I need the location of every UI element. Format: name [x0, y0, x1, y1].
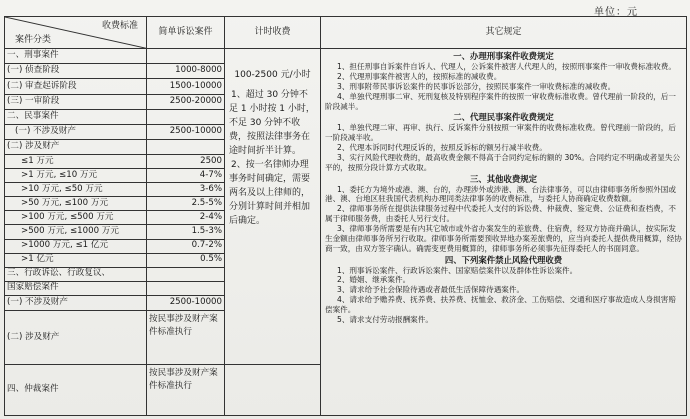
- hourly-rule-1: 1、超过 30 分钟不足 1 小时按 1 小时，不足 30 分钟不收费，按照法律事务在途时间折半计算。: [229, 90, 315, 156]
- row-label: >1000 万元, ≤1 亿元: [5, 239, 147, 253]
- row-label: (一) 不涉及财产: [5, 295, 147, 310]
- row-label: (二) 审查起诉阶段: [5, 79, 147, 94]
- row-label: 四、仲裁案件: [5, 365, 147, 416]
- rule-item: 3、刑事附带民事诉讼案件的民事诉讼部分，按照民事案件一审收费标准的减收费。: [337, 81, 616, 91]
- row-label: >500 万元, ≤1000 万元: [5, 225, 147, 239]
- row-amount: 1000-8000: [147, 64, 225, 79]
- row-label: 国家赔偿案件: [5, 281, 147, 295]
- rule-item: 3、实行风险代理收费的，最高收费金额不得高于合同约定标的额的 30%。合同约定不明确或者显失公平的，按照分段计算方式收取。: [325, 152, 681, 172]
- row-amount: [147, 267, 225, 281]
- row-label: >1 亿元: [5, 253, 147, 267]
- rule-item: 2、代理刑事案件被害人的，按照标准的减收费。: [337, 72, 502, 82]
- row-amount: 1500-10000: [147, 79, 225, 94]
- row-label: 二、民事案件: [5, 109, 147, 124]
- row-amount: 2-4%: [147, 211, 225, 225]
- row-label: (一) 侦查阶段: [5, 64, 147, 79]
- row-amount: 2500-10000: [147, 124, 225, 139]
- rule-section-title: 四、下列案件禁止风险代理收费: [444, 254, 563, 265]
- row-amount: 按民事涉及财产案件标准执行: [147, 365, 225, 416]
- row-amount: 0.7-2%: [147, 239, 225, 253]
- rule-section-title: 三、其他收费规定: [470, 173, 537, 184]
- header-case-category: 案件分类: [15, 34, 52, 45]
- row-amount: 3-6%: [147, 183, 225, 197]
- row-amount: 4-7%: [147, 169, 225, 183]
- rule-item: 1、单独代理二审、再审、执行、反诉案件分别按照一审案件的收费标准收费。曾代理前一阶段的，后一阶段减半收。: [325, 123, 676, 143]
- row-amount: [147, 49, 225, 64]
- rule-section-title: 二、代理民事案件收费规定: [453, 112, 554, 123]
- rule-item: 2、律师事务所在提供法律服务过程中代委托人支付的诉讼费、仲裁费、鉴定费、公证费和查档费，不属于律师服务费，由委托人另行支付。: [325, 204, 676, 224]
- rule-item: 1、委托方为境外或港、澳、台的，办理涉外或涉港、澳、台法律事务，可以由律师事务所参照外国或港、澳、台地区驻我国代表机构办理同类法律事务的收费标准，与委托人协商确定收费数额。: [325, 184, 676, 204]
- row-label: (一) 不涉及财产: [5, 124, 147, 139]
- hourly-empty-cell: [225, 365, 321, 416]
- row-label: (二) 涉及财产: [5, 311, 147, 365]
- rule-item: 2、代理本诉同时代理反诉的，按照反诉标的额另行减半收费。: [337, 143, 547, 153]
- row-label: >1 万元, ≤10 万元: [5, 169, 147, 183]
- unit-label: 单位：元: [594, 7, 638, 18]
- row-label: >50 万元, ≤100 万元: [5, 197, 147, 211]
- row-label: 一、刑事案件: [5, 49, 147, 64]
- table-header-row: [5, 17, 687, 49]
- hourly-rate: 100-2500 元/小时: [234, 70, 311, 81]
- other-rules-cell: [321, 49, 687, 416]
- header-other-rules: 其它规定: [321, 17, 687, 49]
- row-amount: [147, 109, 225, 124]
- fee-standard-table: [4, 16, 687, 416]
- row-amount: 2500: [147, 155, 225, 169]
- header-simple-litigation: 简单诉讼案件: [147, 17, 225, 49]
- rule-item: 1、刑事诉讼案件、行政诉讼案件、国家赔偿案件以及群体性诉讼案件。: [337, 265, 578, 275]
- row-amount: 0.5%: [147, 253, 225, 267]
- row-label: (三) 一审阶段: [5, 94, 147, 109]
- diagonal-header-cell: [5, 17, 147, 49]
- row-label: ≤1 万元: [5, 155, 147, 169]
- hourly-rule-2: 2、按一名律师办理事务时间确定，需要两名及以上律师的，分别计算时间并相加后确定。: [229, 159, 311, 226]
- rule-item: 4、请求给予赡养费、抚养费、扶养费、抚恤金、救济金、工伤赔偿、交通和医疗事故造成人身损害赔偿案件。: [325, 295, 676, 314]
- row-label: (二) 涉及财产: [5, 139, 147, 154]
- header-fee-standard: 收费标准: [101, 21, 138, 31]
- row-amount: 2500-10000: [147, 295, 225, 310]
- header-hourly-fee: 计时收费: [225, 17, 321, 49]
- rule-item: 5、请求支付劳动报酬案件。: [337, 314, 433, 324]
- rule-item: 2、婚姻、继承案件。: [337, 275, 411, 285]
- rule-item: 3、请求给予社会保险待遇或者最低生活保障待遇案件。: [337, 285, 525, 295]
- hourly-fee-cell: [225, 49, 321, 365]
- rule-section-title: 一、办理刑事案件收费规定: [453, 51, 554, 62]
- table-row: [5, 49, 687, 64]
- row-amount: 1.5-3%: [147, 225, 225, 239]
- row-label: 三、行政诉讼、行政复议、: [5, 267, 147, 281]
- row-amount: 2500-20000: [147, 94, 225, 109]
- row-amount: [147, 139, 225, 154]
- row-label: >10 万元, ≤50 万元: [5, 183, 147, 197]
- rule-item: 1、担任刑事自诉案件自诉人、代理人，公诉案件被害人代理人的，按照刑事案件一审收费标准收费。: [337, 62, 676, 72]
- row-amount: [147, 281, 225, 295]
- row-amount: 2.5-5%: [147, 197, 225, 211]
- row-label: >100 万元, ≤500 万元: [5, 211, 147, 225]
- rule-item: 4、单独代理刑事二审、死刑复核及特别程序案件的按照一审收费标准收费。曾代理前一阶段的，后一阶段减半。: [325, 91, 676, 111]
- rule-item: 3、律师事务所需要是有内其它城市或外省办案发生的差旅费、住宿费，经双方协商并确认，按实际发生金额由律师事务所另行收取。律师事务所需要预收异地办案差旅费的，应当向委托人提供费用概算，经协商一致，由双方签字确认。确需变更费用概算的，律师事务所必须事先征得委托人的书面同意。: [325, 224, 682, 253]
- row-amount: 按民事涉及财产案件标准执行: [147, 311, 225, 365]
